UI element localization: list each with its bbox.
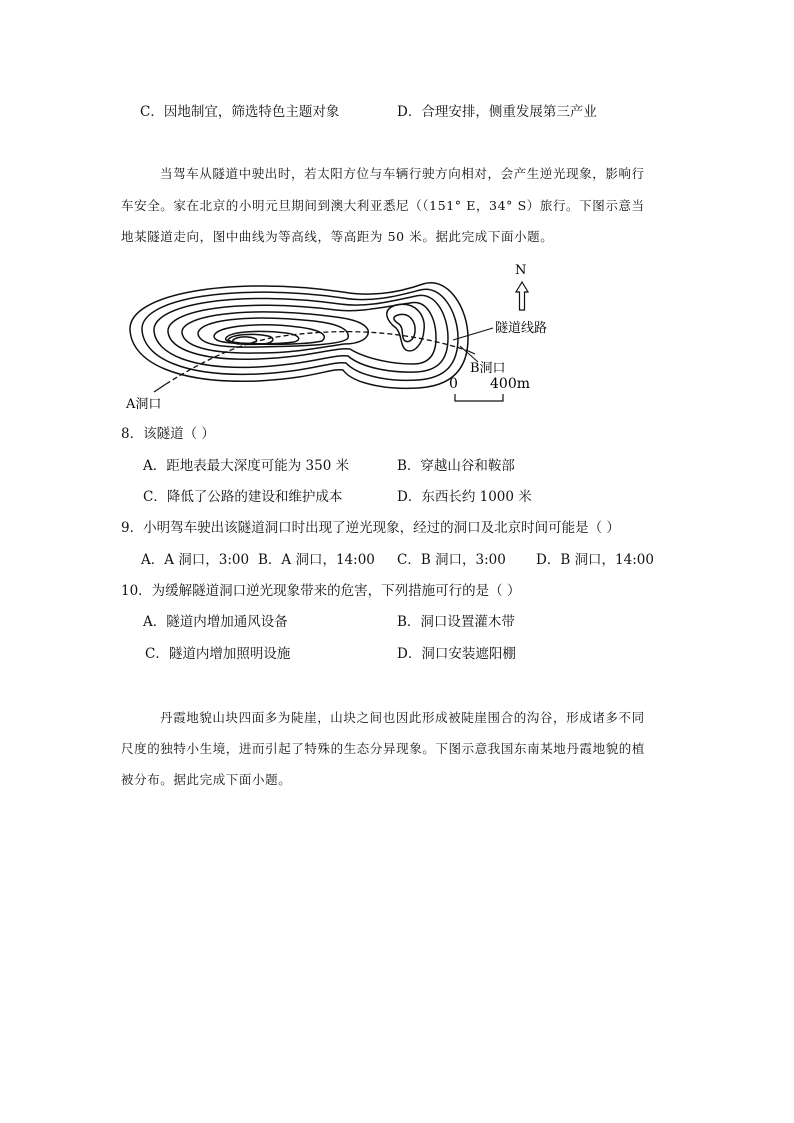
q10-option-b[interactable]: B．洞口设置灌木带	[397, 614, 515, 630]
passage1-line-1: 当驾车从隧道中驶出时，若太阳方位与车辆行驶方向相对，会产生逆光现象，影响行	[160, 166, 645, 181]
portal-b-leader	[460, 346, 478, 362]
q9-option-a[interactable]: A．A 洞口，3:00	[141, 552, 250, 568]
scale-zero-label: 0	[449, 376, 458, 392]
north-label: N	[515, 263, 527, 278]
passage1-line-2: 车安全。家在北京的小明元旦期间到澳大利亚悉尼（（151° E，34° S）旅行。下图示意当	[121, 198, 645, 213]
tunnel-route-label: 隧道线路	[495, 321, 548, 336]
q9-option-c[interactable]: C．B 洞口，3:00	[397, 552, 506, 568]
q8-option-b[interactable]: B．穿越山谷和鞍部	[397, 458, 515, 474]
portal-b-label: B洞口	[470, 361, 506, 376]
passage2-line-1: 丹霞地貌山块四面多为陡崖，山块之间也因此形成被陡崖围合的沟谷，形成诸多不同	[160, 710, 645, 725]
q9-option-b[interactable]: B．A 洞口，14:00	[258, 552, 375, 568]
q8-option-c[interactable]: C．降低了公路的建设和维护成本	[143, 489, 343, 505]
tunnel-contour-map	[118, 258, 548, 413]
portal-a-label: A洞口	[126, 397, 162, 412]
scale-bar	[455, 394, 503, 401]
prev-option-d[interactable]: D．合理安排，侧重发展第三产业	[397, 104, 597, 120]
q8-option-a[interactable]: A．距地表最大深度可能为 350 米	[143, 458, 350, 474]
q9-option-d[interactable]: D．B 洞口，14:00	[536, 552, 654, 568]
q10-option-a[interactable]: A．隧道内增加通风设备	[143, 614, 288, 630]
north-arrow-icon	[516, 282, 528, 310]
question-8-stem: 8．该隧道（ ）	[121, 426, 215, 442]
passage2-line-2: 尺度的独特小生境，进而引起了特殊的生态分异现象。下图示意我国东南某地丹霞地貌的植	[121, 741, 646, 756]
question-9-stem: 9．小明驾车驶出该隧道洞口时出现了逆光现象，经过的洞口及北京时间可能是（ ）	[121, 520, 620, 536]
question-10-stem: 10．为缓解隧道洞口逆光现象带来的危害，下列措施可行的是（ ）	[121, 583, 521, 599]
scale-distance-label: 400m	[490, 376, 530, 392]
passage1-line-3: 地某隧道走向，图中曲线为等高线，等高距为 50 米。据此完成下面小题。	[121, 229, 554, 244]
passage2-line-3: 被分布。据此完成下面小题。	[121, 772, 292, 787]
q8-option-d[interactable]: D．东西长约 1000 米	[397, 489, 532, 505]
tunnel-route-line	[166, 332, 466, 384]
contour-line	[387, 304, 424, 351]
q10-option-d[interactable]: D．洞口安装遮阳棚	[397, 646, 516, 662]
q10-option-c[interactable]: C．隧道内增加照明设施	[145, 646, 291, 662]
tunnel-route-leader	[453, 328, 493, 340]
tunnel-portal-a-marker	[154, 384, 166, 392]
prev-option-c[interactable]: C．因地制宜，筛选特色主题对象	[140, 104, 340, 120]
contour-lines	[130, 283, 468, 389]
